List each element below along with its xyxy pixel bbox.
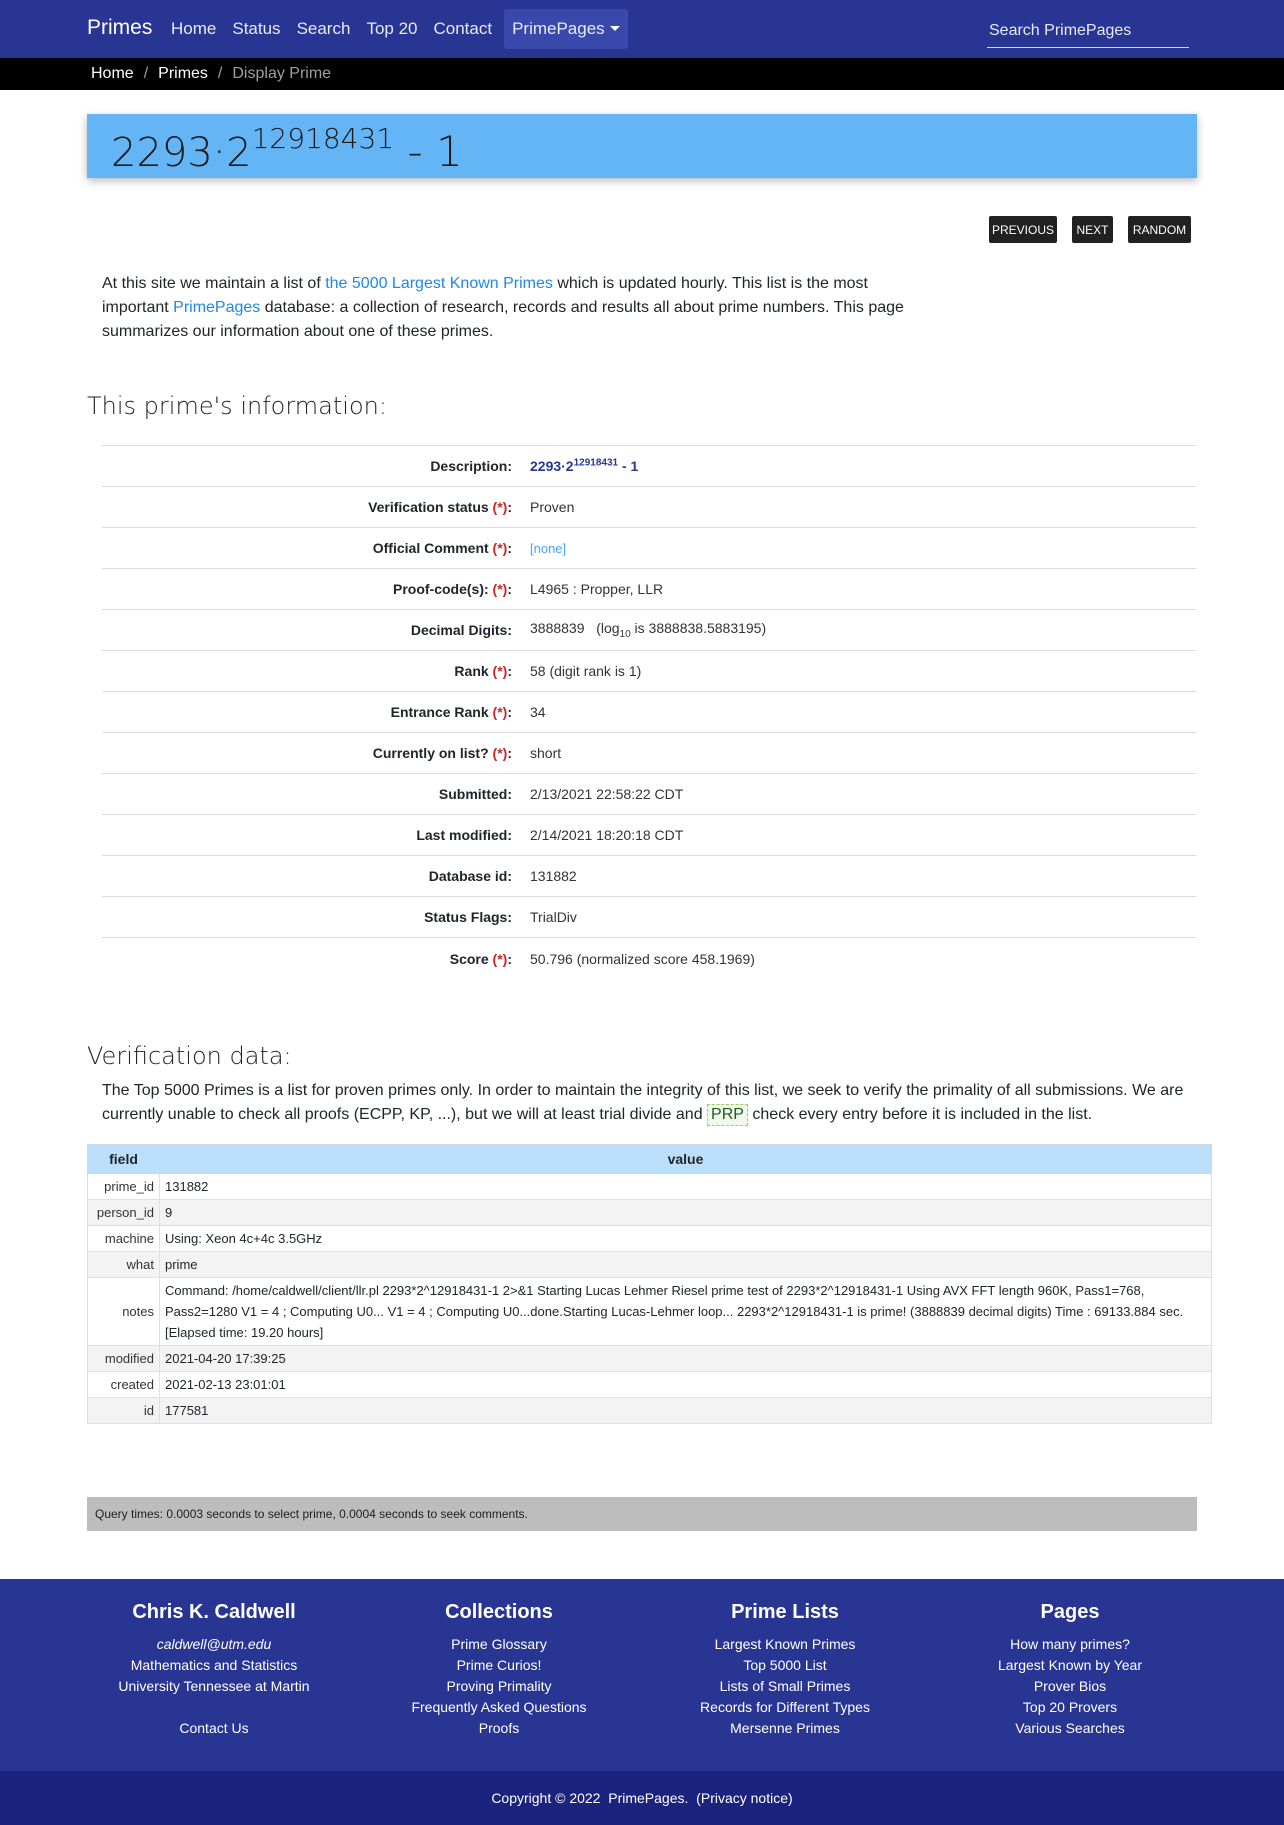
footer-link[interactable]: Largest Known Primes — [714, 1636, 856, 1652]
site-footer — [0, 1579, 1284, 1771]
dropdown-label: PrimePages — [512, 19, 605, 38]
prime-title-card — [87, 114, 1197, 178]
info-row-on-list: Currently on list? (*): short — [102, 733, 1197, 774]
footer-link[interactable]: Mersenne Primes — [730, 1720, 840, 1736]
nav-home[interactable]: Home — [171, 19, 217, 38]
prime-info-table — [102, 445, 1197, 979]
footer-link[interactable]: Proving Primality — [446, 1678, 552, 1694]
nav-contact[interactable]: Contact — [433, 19, 493, 38]
info-row-database-id: Database id: 131882 — [102, 856, 1197, 897]
privacy-notice-link[interactable]: Privacy notice — [700, 1790, 789, 1806]
info-row-last-modified: Last modified: 2/14/2021 18:20:18 CDT — [102, 815, 1197, 856]
random-button[interactable]: RANDOM — [1128, 216, 1191, 243]
breadcrumb — [0, 58, 1284, 90]
copyright-bar: Copyright © 2022 PrimePages . ( Privacy notice ) — [0, 1771, 1284, 1825]
footer-col-collections — [354, 1601, 644, 1739]
column-header-value: value — [160, 1145, 1212, 1174]
table-row: id 177581 — [88, 1398, 1212, 1424]
footer-author-title: Chris K. Caldwell — [132, 1601, 296, 1623]
footer-link[interactable]: Frequently Asked Questions — [411, 1699, 587, 1715]
brand-link[interactable]: Primes — [87, 16, 153, 39]
column-header-field: field — [88, 1145, 160, 1174]
footer-contact-link[interactable]: Contact Us — [179, 1720, 249, 1736]
breadcrumb-current: Display Prime — [232, 65, 332, 82]
verification-paragraph: The Top 5000 Primes is a list for proven primes only. In order to maintain the integrity of this list, we seek to verify the primality of all submissions. We are currently unable to check all proofs (ECPP, KP, ...), but we will at least trial divide and PRP check every entry before it is included in the list. — [102, 1079, 1202, 1127]
info-row-description: Description: $2293\cdot 2^{12918431} - 1$ — [102, 446, 1197, 487]
description-link[interactable]: $2293\cdot 2^{12918431} - 1$ — [530, 457, 639, 475]
comment-none-link[interactable]: [none] — [530, 541, 567, 556]
nav-search[interactable]: Search — [296, 19, 351, 38]
nav-search-box — [987, 14, 1189, 48]
page-title: $2293\cdot 2^{12918431} - 1$ — [111, 122, 463, 176]
info-row-status-flags: Status Flags: TrialDiv — [102, 897, 1197, 938]
help-asterisk-link[interactable]: (*) — [492, 499, 508, 515]
top-navbar — [0, 0, 1284, 58]
title-exponent: 12918431 — [251, 122, 395, 155]
info-row-comment: Official Comment (*): [none] — [102, 528, 1197, 569]
copyright-site-link[interactable]: PrimePages — [608, 1790, 685, 1806]
intro-paragraph: At this site we maintain a list of the 5000 Largest Known Primes which is updated hourly. This list is the most important PrimePages database: a collection of research, records and results all about prime numbers. This page summarizes our information about one of these primes. — [102, 275, 904, 340]
footer-collections-title: Collections — [445, 1601, 553, 1623]
nav-primepages-dropdown[interactable] — [504, 9, 628, 49]
footer-link[interactable]: Prime Curios! — [456, 1657, 542, 1673]
previous-button[interactable]: PREVIOUS — [989, 216, 1057, 243]
info-heading: This prime's information: — [87, 392, 387, 420]
table-row: modified 2021-04-20 17:39:25 — [88, 1346, 1212, 1372]
breadcrumb-home[interactable]: Home — [91, 65, 134, 82]
footer-col-pages — [925, 1601, 1215, 1739]
breadcrumb-primes[interactable]: Primes — [158, 65, 208, 82]
info-row-verification: Verification status (*): Proven — [102, 487, 1197, 528]
table-row: prime_id 131882 — [88, 1174, 1212, 1200]
nav-links — [163, 9, 628, 49]
nav-status[interactable]: Status — [232, 19, 281, 38]
footer-link[interactable]: Various Searches — [1015, 1720, 1125, 1736]
help-asterisk-link[interactable]: (*) — [492, 540, 508, 556]
footer-email-link[interactable]: caldwell@utm.edu — [156, 1636, 272, 1652]
search-input[interactable] — [987, 14, 1189, 47]
footer-prime-lists-title: Prime Lists — [731, 1601, 839, 1623]
footer-pages-title: Pages — [1040, 1601, 1100, 1623]
table-row: notes Command: /home/caldwell/client/llr.pl 2293*2^12918431-1 2>&1 Starting Lucas Lehmer Riesel prime test of 2293*2^12918431-1 Using AVX FFT length 960K, Pass1=768, Pass2=1280 V1 = 4 ; Computing U0... V1 = 4 ; Computing U0...done.Starting Lucas-Lehmer loop... 2293*2^12918431-1 is prime! (3888839 decimal digits) Time : 69133.884 sec. [Elapsed time: 19.20 hours] — [88, 1278, 1212, 1346]
footer-link[interactable]: Prime Glossary — [451, 1636, 547, 1652]
footer-link[interactable]: Lists of Small Primes — [719, 1678, 851, 1694]
breadcrumb-separator: / — [217, 65, 223, 82]
help-asterisk-link[interactable]: (*) — [492, 745, 508, 761]
query-times-bar: Query times: 0.0003 seconds to select prime, 0.0004 seconds to seek comments. — [87, 1497, 1197, 1531]
help-asterisk-link[interactable]: (*) — [492, 663, 508, 679]
next-button[interactable]: NEXT — [1072, 216, 1113, 243]
footer-col-prime-lists — [640, 1601, 930, 1739]
table-row: machine Using: Xeon 4c+4c 3.5GHz — [88, 1226, 1212, 1252]
largest-known-primes-link[interactable]: the 5000 Largest Known Primes — [325, 275, 553, 292]
footer-link[interactable]: Top 5000 List — [743, 1657, 827, 1673]
info-row-rank: Rank (*): 58 (digit rank is 1) — [102, 651, 1197, 692]
footer-link[interactable]: Records for Different Types — [700, 1699, 870, 1715]
footer-link[interactable]: Top 20 Provers — [1022, 1699, 1118, 1715]
help-asterisk-link[interactable]: (*) — [492, 581, 508, 597]
caret-down-icon — [610, 26, 620, 31]
table-header-row — [88, 1145, 1212, 1174]
breadcrumb-separator: / — [143, 65, 149, 82]
verification-table — [87, 1144, 1212, 1424]
info-row-submitted: Submitted: 2/13/2021 22:58:22 CDT — [102, 774, 1197, 815]
verification-heading: Verification data: — [87, 1042, 292, 1070]
info-row-proof: Proof-code(s): (*): L4965 : Propper, LLR — [102, 569, 1197, 610]
footer-link[interactable]: How many primes? — [1010, 1636, 1130, 1652]
footer-link[interactable]: Prover Bios — [1033, 1678, 1107, 1694]
info-row-score: Score (*): 50.796 (normalized score 458.1969) — [449, 950, 755, 967]
info-row-digits: Decimal Digits: 3888839 ($\log_{10}$ is 3888838.5883195) — [102, 610, 1197, 651]
primepages-link[interactable]: PrimePages — [173, 299, 261, 316]
table-row: what prime — [88, 1252, 1212, 1278]
nav-top20[interactable]: Top 20 — [366, 19, 418, 38]
info-row-entrance-rank: Entrance Rank (*): 34 — [102, 692, 1197, 733]
footer-link[interactable]: Proofs — [478, 1720, 520, 1736]
footer-col-author: Chris K. Caldwell caldwell@utm.edu Mathematics and Statistics University Tennessee at Martin Contact Us — [69, 1601, 359, 1739]
table-row: person_id 9 — [88, 1200, 1212, 1226]
footer-link[interactable]: Largest Known by Year — [998, 1657, 1142, 1673]
prp-link[interactable]: PRP — [707, 1104, 748, 1126]
help-asterisk-link[interactable]: (*) — [492, 704, 508, 720]
table-row: created 2021-02-13 23:01:01 — [88, 1372, 1212, 1398]
help-asterisk-link[interactable]: (*) — [492, 950, 508, 967]
